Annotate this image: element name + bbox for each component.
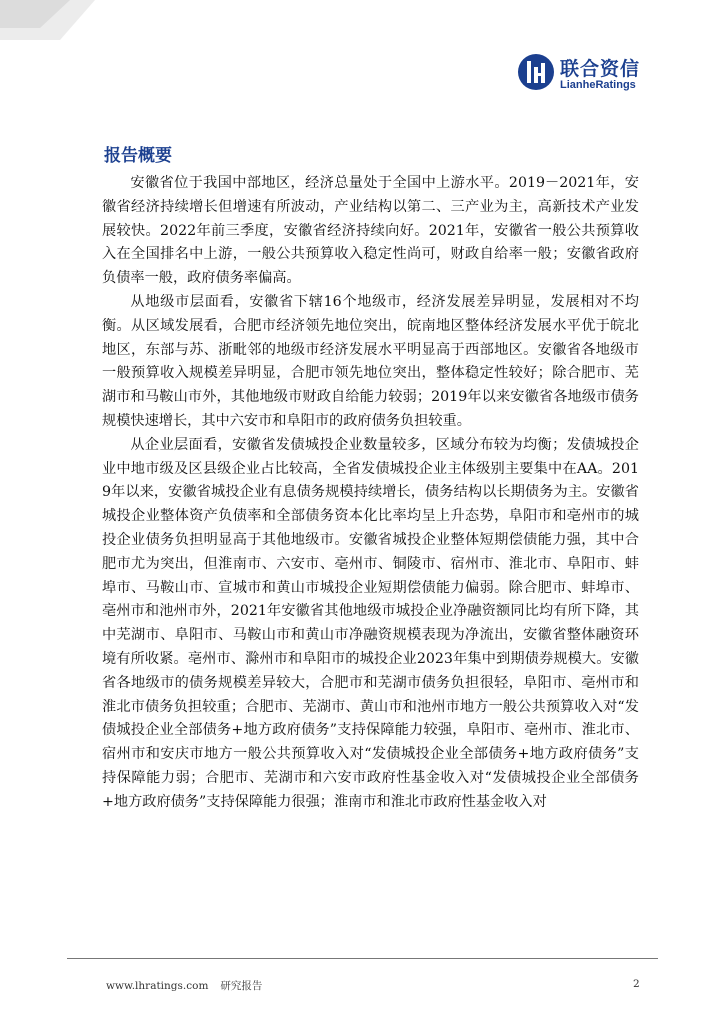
report-summary-body [102,172,639,815]
paragraph-enterprise-level: 从企业层面看，安徽省发债城投企业数量较多，区域分布较为均衡；发债城投企业中地市级及区县级企业占比较高，全省发债城投企业主体级别主要集中在AA。2019年以来，安徽省城投企业有息债务规模持续增长，债务结构以长期债务为主。安徽省城投企业整体资产负债率和全部债务资本化比率均呈上升态势，阜阳市和亳州市的城投企业债务负担明显高于其他地级市。安徽省城投企业整体短期偿债能力强，其中合肥市尤为突出，但淮南市、六安市、亳州市、铜陵市、宿州市、淮北市、阜阳市、蚌埠市、马鞍山市、宣城市和黄山市城投企业短期偿债能力偏弱。除合肥市、蚌埠市、亳州市和池州市外，2021年安徽省其他地级市城投企业净融资额同比均有所下降，其中芜湖市、阜阳市、马鞍山市和黄山市净融资规模表现为净流出，安徽省整体融资环境有所收紧。亳州市、滁州市和阜阳市的城投企业2023年集中到期债券规模大。安徽省各地级市的债务规模差异较大，合肥市和芜湖市债务负担很轻，阜阳市、亳州市和淮北市债务负担较重；合肥市、芜湖市、黄山市和池州市地方一般公共预算收入对“发债城投企业全部债务+地方政府债务”支持保障能力较强，阜阳市、亳州市、淮北市、宿州市和安庆市地方一般公共预算收入对“发债城投企业全部债务+地方政府债务”支持保障能力弱；合肥市、芜湖市和六安市政府性基金收入对“发债城投企业全部债务+地方政府债务”支持保障能力很强；淮南市和淮北市政府性基金收入对 [102,436,639,810]
footer-website: www.lhratings.com [106,980,209,992]
page-number: 2 [633,978,640,990]
lianhe-logo-icon [516,52,556,92]
paragraph-provincial-overview: 安徽省位于我国中部地区，经济总量处于全国中上游水平。2019－2021年，安徽省经济持续增长但增速有所波动，产业结构以第二、三产业为主，高新技术产业发展较快。2022年前三季度，安徽省经济持续向好。2021年，安徽省一般公共预算收入在全国排名中上游，一般公共预算收入稳定性尚可，财政自给率一般；安徽省政府负债率一般，政府债务率偏高。 [102,175,639,287]
footer-doc-type: 研究报告 [220,980,263,992]
brand-logo [516,52,646,94]
section-title: 报告概要 [104,146,172,166]
paragraph-city-level: 从地级市层面看，安徽省下辖16个地级市，经济发展差异明显，发展相对不均衡。从区域发展看，合肥市经济领先地位突出，皖南地区整体经济发展水平优于皖北地区，东部与苏、浙毗邻的地级市经济发展水平明显高于西部地区。安徽省各地级市一般预算收入规模差异明显，合肥市领先地位突出，整体稳定性较好；除合肥市、芜湖市和马鞍山市外，其他地级市财政自给能力较弱；2019年以来安徽省各地级市债务规模快速增长，其中六安市和阜阳市的政府债务负担较重。 [102,293,639,429]
footer-divider [67,958,658,959]
logo-english-name: LianheRatings [560,79,636,91]
footer-info [106,978,262,993]
corner-decoration [0,0,95,40]
logo-chinese-name: 联合资信 [560,58,641,80]
